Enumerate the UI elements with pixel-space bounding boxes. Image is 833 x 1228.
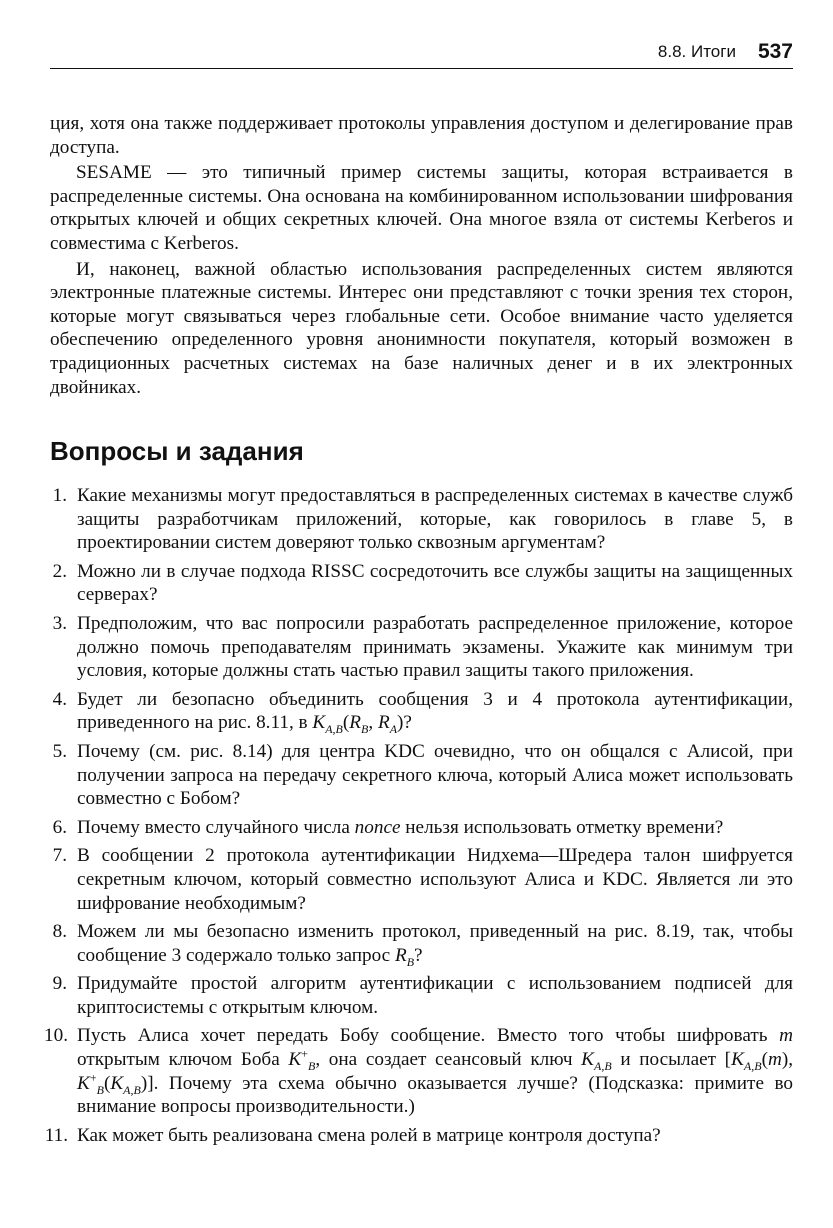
question-number: 10.: [44, 1025, 68, 1047]
question-item: [50, 972, 793, 1019]
question-number: 11.: [44, 1124, 68, 1146]
paragraph: SESAME — это типичный пример системы защиты, которая встраивается в распределенные системы. Она основана на комбинированном использовании шифрования открытых ключей и общих секретных ключей. Она многое взяла от системы Kerberos и совместима с Kerberos.: [50, 162, 793, 254]
text-run: Будет ли безопасно объединить сообщения 3 и 4 протокола аутентификации, приведенного на рис. 8.11, в: [77, 688, 793, 734]
question-item: [50, 816, 793, 840]
question-item: [50, 740, 793, 811]
question-item: [50, 920, 793, 967]
math-symbol: m: [779, 1025, 793, 1047]
question-number: 3.: [52, 612, 67, 634]
question-text: Предположим, что вас попросили разработать распределенное приложение, которое должно помочь преподавателям принимать экзамены. Укажите как минимум три условия, которые должны стать частью правил защиты такого приложения.: [77, 612, 793, 682]
text-run: и посылает [: [611, 1049, 732, 1071]
question-number: 7.: [52, 845, 67, 867]
section-heading: Вопросы и задания: [50, 436, 304, 466]
page-number: 537: [757, 40, 793, 63]
text-run: Пусть Алиса хочет передать Бобу сообщение. Вместо того чтобы шифровать: [77, 1025, 780, 1047]
paragraph: И, наконец, важной областью использования распределенных систем являются электронные платежные системы. Интерес они представляют с точки зрения тех сторон, которые могут связываться через глобальные сети. Особое внимание часто уделяется обеспечению определенного уровня анонимности покупателя, который возможен в традиционных расчетных системах на базе наличных денег и в их электронных двойниках.: [50, 258, 793, 398]
question-number: 4.: [52, 688, 67, 710]
body-text: [50, 112, 793, 399]
question-number: 1.: [52, 485, 67, 506]
paragraph: ция, хотя она также поддерживает протоколы управления доступом и делегирование прав доступа.: [50, 113, 793, 158]
text-run: , она создает сеансовый ключ: [315, 1049, 582, 1071]
question-number: 9.: [52, 973, 67, 995]
math-symbol: K: [110, 1072, 124, 1094]
question-text: Какие механизмы могут предоставляться в распределенных системах в качестве служб защиты разработчикам приложений, которые, как говорилось в главе 5, в проектировании систем доверяют только сквозным аргументам?: [77, 485, 793, 554]
text-run: ),: [781, 1049, 793, 1071]
text-run: Можем ли мы безопасно изменить протокол, приведенный на рис. 8.19, так, чтобы сообщение 3 содержало только запрос: [77, 921, 793, 966]
section-title: 8.8. Итоги: [657, 42, 736, 61]
question-text: [77, 1025, 793, 1117]
math-subscript: A,B: [743, 1058, 762, 1073]
question-number: 2.: [52, 560, 67, 582]
question-text: В сообщении 2 протокола аутентификации Нидхема—Шредера талон шифруется секретным ключом, который совместно используют Алиса и KDC. Является ли это шифрование необходимым?: [77, 845, 793, 914]
question-text: Как может быть реализована смена ролей в матрице контроля доступа?: [77, 1124, 661, 1146]
text-run: нельзя использовать отметку времени?: [400, 816, 724, 838]
text-run: (: [761, 1049, 768, 1071]
math-subscript: B: [307, 1058, 316, 1073]
question-number: 6.: [52, 816, 67, 838]
question-item: [50, 844, 793, 915]
question-text: [77, 688, 793, 737]
running-header: [50, 36, 793, 69]
text-run: ?: [414, 944, 423, 966]
math-subscript: A: [389, 722, 398, 737]
math-subscript: A,B: [325, 722, 343, 737]
math-symbol: K: [731, 1049, 744, 1071]
math-superscript: +: [89, 1070, 97, 1085]
question-text: [77, 817, 723, 838]
question-item: [50, 688, 793, 735]
question-text: Придумайте простой алгоритм аутентификации с использованием подписей для криптосистемы с открытым ключом.: [77, 973, 793, 1018]
math-symbol: K: [77, 1072, 90, 1094]
math-symbol: K: [581, 1049, 594, 1071]
text-run: Почему вместо случайного числа: [77, 816, 355, 838]
text-run: ,: [368, 712, 378, 734]
math-subscript: B: [96, 1082, 104, 1097]
text-run: (: [103, 1072, 111, 1094]
math-subscript: B: [406, 954, 415, 969]
question-text: Можно ли в случае подхода RISSC сосредоточить все службы защиты на защищенных серверах?: [77, 560, 793, 606]
math-subscript: A,B: [123, 1082, 141, 1097]
math-subscript: B: [361, 722, 369, 737]
math-symbol: R: [377, 712, 390, 734]
question-number: 8.: [52, 921, 67, 943]
math-symbol: K: [288, 1049, 302, 1071]
math-subscript: A,B: [593, 1058, 612, 1073]
question-text: Почему (см. рис. 8.14) для центра KDC очевидно, что он общался с Алисой, при получении запроса на передачу секретного ключа, который Алиса может использовать совместно с Бобом?: [77, 740, 793, 810]
text-run: (: [342, 712, 350, 734]
question-number: 5.: [52, 740, 67, 762]
question-item: [50, 484, 793, 555]
question-item: [50, 560, 793, 607]
math-symbol: R: [349, 712, 362, 734]
text-run: )]. Почему эта схема обычно оказывается лучше? (Подсказка: примите во внимание вопросы производительности.): [77, 1072, 793, 1118]
math-symbol: K: [312, 712, 326, 734]
question-item: [50, 612, 793, 683]
question-item: [44, 1024, 793, 1118]
math-symbol: R: [394, 944, 407, 966]
question-item: [44, 1124, 793, 1148]
term-nonce: nonce: [354, 816, 401, 838]
math-superscript: +: [301, 1046, 308, 1061]
question-text: [77, 921, 793, 969]
math-symbol: m: [767, 1049, 782, 1071]
text-run: открытым ключом Боба: [77, 1049, 289, 1071]
text-run: )?: [397, 712, 412, 734]
questions-list: [44, 484, 793, 1152]
